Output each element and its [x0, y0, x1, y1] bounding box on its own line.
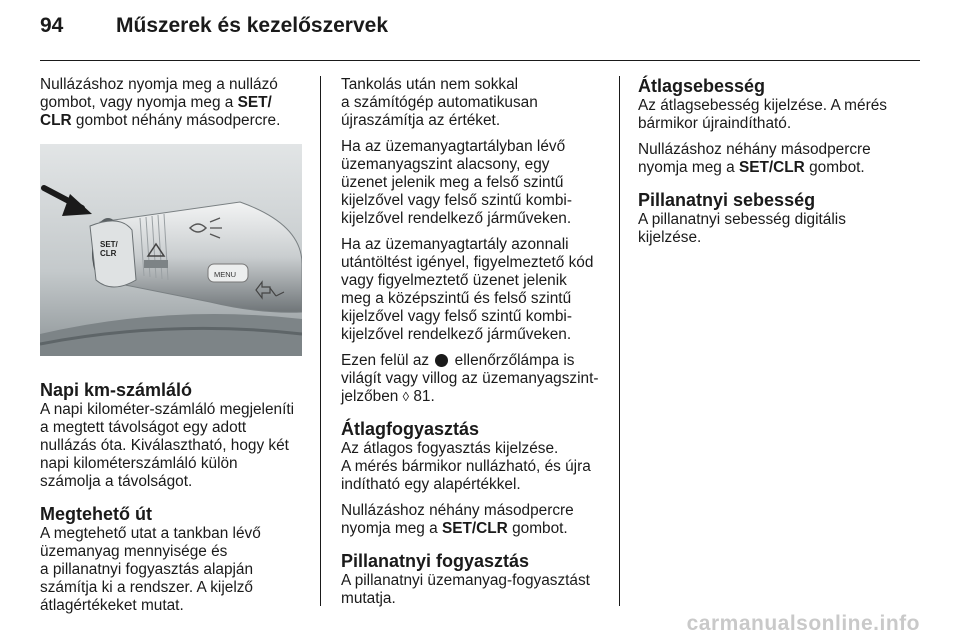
text-line: meg a középszintű és felső szintű	[341, 290, 572, 307]
text-line: kijelzővel rendelkező járműveken.	[341, 326, 572, 343]
text-line: Nullázáshoz nyomja meg a nullázó	[40, 76, 278, 93]
text-line: kijelzővel vagy felső szintű kombi-	[341, 308, 572, 325]
column-divider-2	[619, 76, 620, 606]
range-heading: Megtehető út	[40, 504, 152, 524]
trip-heading: Napi km-számláló	[40, 380, 193, 400]
text-line: újraszámítja az értéket.	[341, 112, 501, 129]
text-line: Az átlagos fogyasztás kijelzése.	[341, 440, 559, 457]
column-3	[638, 76, 908, 255]
set-label: SET/	[100, 240, 118, 249]
range-section	[40, 504, 308, 615]
low-fuel-paragraph	[341, 138, 605, 228]
text-span: ellenőrzőlámpa is	[450, 352, 575, 369]
header-rule	[40, 60, 920, 61]
text-line: kijelzővel rendelkező járműveken.	[341, 210, 572, 227]
set-clr-label: SET/	[237, 94, 272, 111]
text-line: üzemanyag mennyisége és	[40, 543, 228, 560]
page-reference-icon: ◊	[402, 389, 410, 404]
fuel-warning-lamp-icon	[435, 354, 448, 367]
text-span: gombot.	[507, 520, 568, 537]
avg-consumption-paragraph	[341, 440, 605, 494]
text-line: világít vagy villog az üzemanyagszint-	[341, 370, 599, 387]
avg-speed-reset-paragraph	[638, 141, 908, 177]
text-span: nyomja meg a	[638, 159, 739, 176]
page-title: Műszerek és kezelőszervek	[116, 14, 389, 37]
text-span: Ezen felül az	[341, 352, 434, 369]
inst-speed-heading: Pillanatnyi sebesség	[638, 190, 816, 210]
inst-speed-section	[638, 190, 908, 247]
clr-label: CLR	[100, 249, 117, 258]
text-line: Ha az üzemanyagtartály azonnali	[341, 236, 569, 253]
text-span: gombot.	[804, 159, 865, 176]
text-line: a számítógép automatikusan	[341, 94, 538, 111]
column-2	[341, 76, 605, 616]
set-clr-label: SET/CLR	[441, 520, 508, 537]
text-line: a pillanatnyi fogyasztás alapján	[40, 561, 254, 578]
refuel-paragraph	[341, 76, 605, 130]
menu-label: MENU	[214, 270, 237, 279]
text-span: gombot néhány másodpercre.	[71, 112, 281, 129]
text-line: kijelzése.	[638, 229, 702, 246]
trip-paragraph	[40, 401, 308, 491]
text-line: kijelzővel vagy felső szintű kombi-	[341, 192, 572, 209]
text-line: üzemanyagszint alacsony, egy	[341, 156, 550, 173]
avg-speed-heading: Átlagsebesség	[638, 76, 766, 96]
avg-speed-paragraph	[638, 97, 908, 133]
stalk-illustration	[40, 144, 302, 356]
inst-speed-paragraph	[638, 211, 908, 247]
text-line	[40, 112, 308, 130]
text-span: jelzőben	[341, 388, 403, 405]
text-line: mutatja.	[341, 590, 396, 607]
inst-consumption-heading: Pillanatnyi fogyasztás	[341, 551, 530, 571]
page-header	[40, 14, 388, 48]
warning-lamp-paragraph	[341, 352, 605, 406]
intro-paragraph	[40, 76, 308, 130]
page-reference[interactable]: 81.	[409, 388, 435, 405]
text-line: üzenet jelenik meg a felső szintű	[341, 174, 564, 191]
text-line	[341, 352, 605, 370]
text-line: a megtett távolságot egy adott	[40, 419, 247, 436]
inst-consumption-paragraph	[341, 572, 605, 608]
text-line: Tankolás után nem sokkal	[341, 76, 519, 93]
text-line: A napi kilométer-számláló megjeleníti	[40, 401, 295, 418]
trip-section	[40, 380, 308, 491]
range-paragraph	[40, 525, 308, 615]
text-line: indítható egy alapértékkel.	[341, 476, 521, 493]
text-line: Az átlagsebesség kijelzése. A mérés	[638, 97, 887, 114]
column-1	[40, 76, 308, 623]
text-line	[40, 94, 308, 112]
avg-consumption-section	[341, 419, 605, 538]
stalk-svg	[40, 144, 302, 356]
page-number: 94	[40, 14, 64, 37]
inst-consumption-section	[341, 551, 605, 608]
text-line: Nullázáshoz néhány másodpercre	[638, 141, 871, 158]
avg-consumption-heading: Átlagfogyasztás	[341, 419, 480, 439]
text-line	[341, 388, 605, 406]
avg-consumption-reset-paragraph	[341, 502, 605, 538]
text-span: nyomja meg a	[341, 520, 442, 537]
text-line: számolja a távolságot.	[40, 473, 193, 490]
text-line: napi kilométerszámláló külön	[40, 455, 238, 472]
text-line	[341, 520, 605, 538]
text-line: nullázás óta. Kiválasztható, hogy két	[40, 437, 289, 454]
text-line: A mérés bármikor nullázható, és újra	[341, 458, 591, 475]
set-clr-label: CLR	[40, 112, 72, 129]
text-line: vagy figyelmeztető üzenet jelenik	[341, 272, 567, 289]
avg-speed-section	[638, 76, 908, 177]
text-line: A pillanatnyi sebesség digitális	[638, 211, 846, 228]
text-span: gombot, vagy nyomja meg a	[40, 94, 238, 111]
text-line: számítja ki a rendszer. A kijelző	[40, 579, 253, 596]
text-line: A megtehető utat a tankban lévő	[40, 525, 261, 542]
text-line: Nullázáshoz néhány másodpercre	[341, 502, 574, 519]
text-line: A pillanatnyi üzemanyag-fogyasztást	[341, 572, 590, 589]
refill-warning-paragraph	[341, 236, 605, 344]
text-line: Ha az üzemanyagtartályban lévő	[341, 138, 566, 155]
text-line: bármikor újraindítható.	[638, 115, 792, 132]
text-line: utántöltést igényel, figyelmeztető kód	[341, 254, 594, 271]
set-clr-label: SET/CLR	[738, 159, 805, 176]
text-line: átlagértékeket mutat.	[40, 597, 184, 614]
text-line	[638, 159, 908, 177]
column-divider-1	[320, 76, 321, 606]
watermark: carmanualsonline.info	[686, 612, 920, 635]
